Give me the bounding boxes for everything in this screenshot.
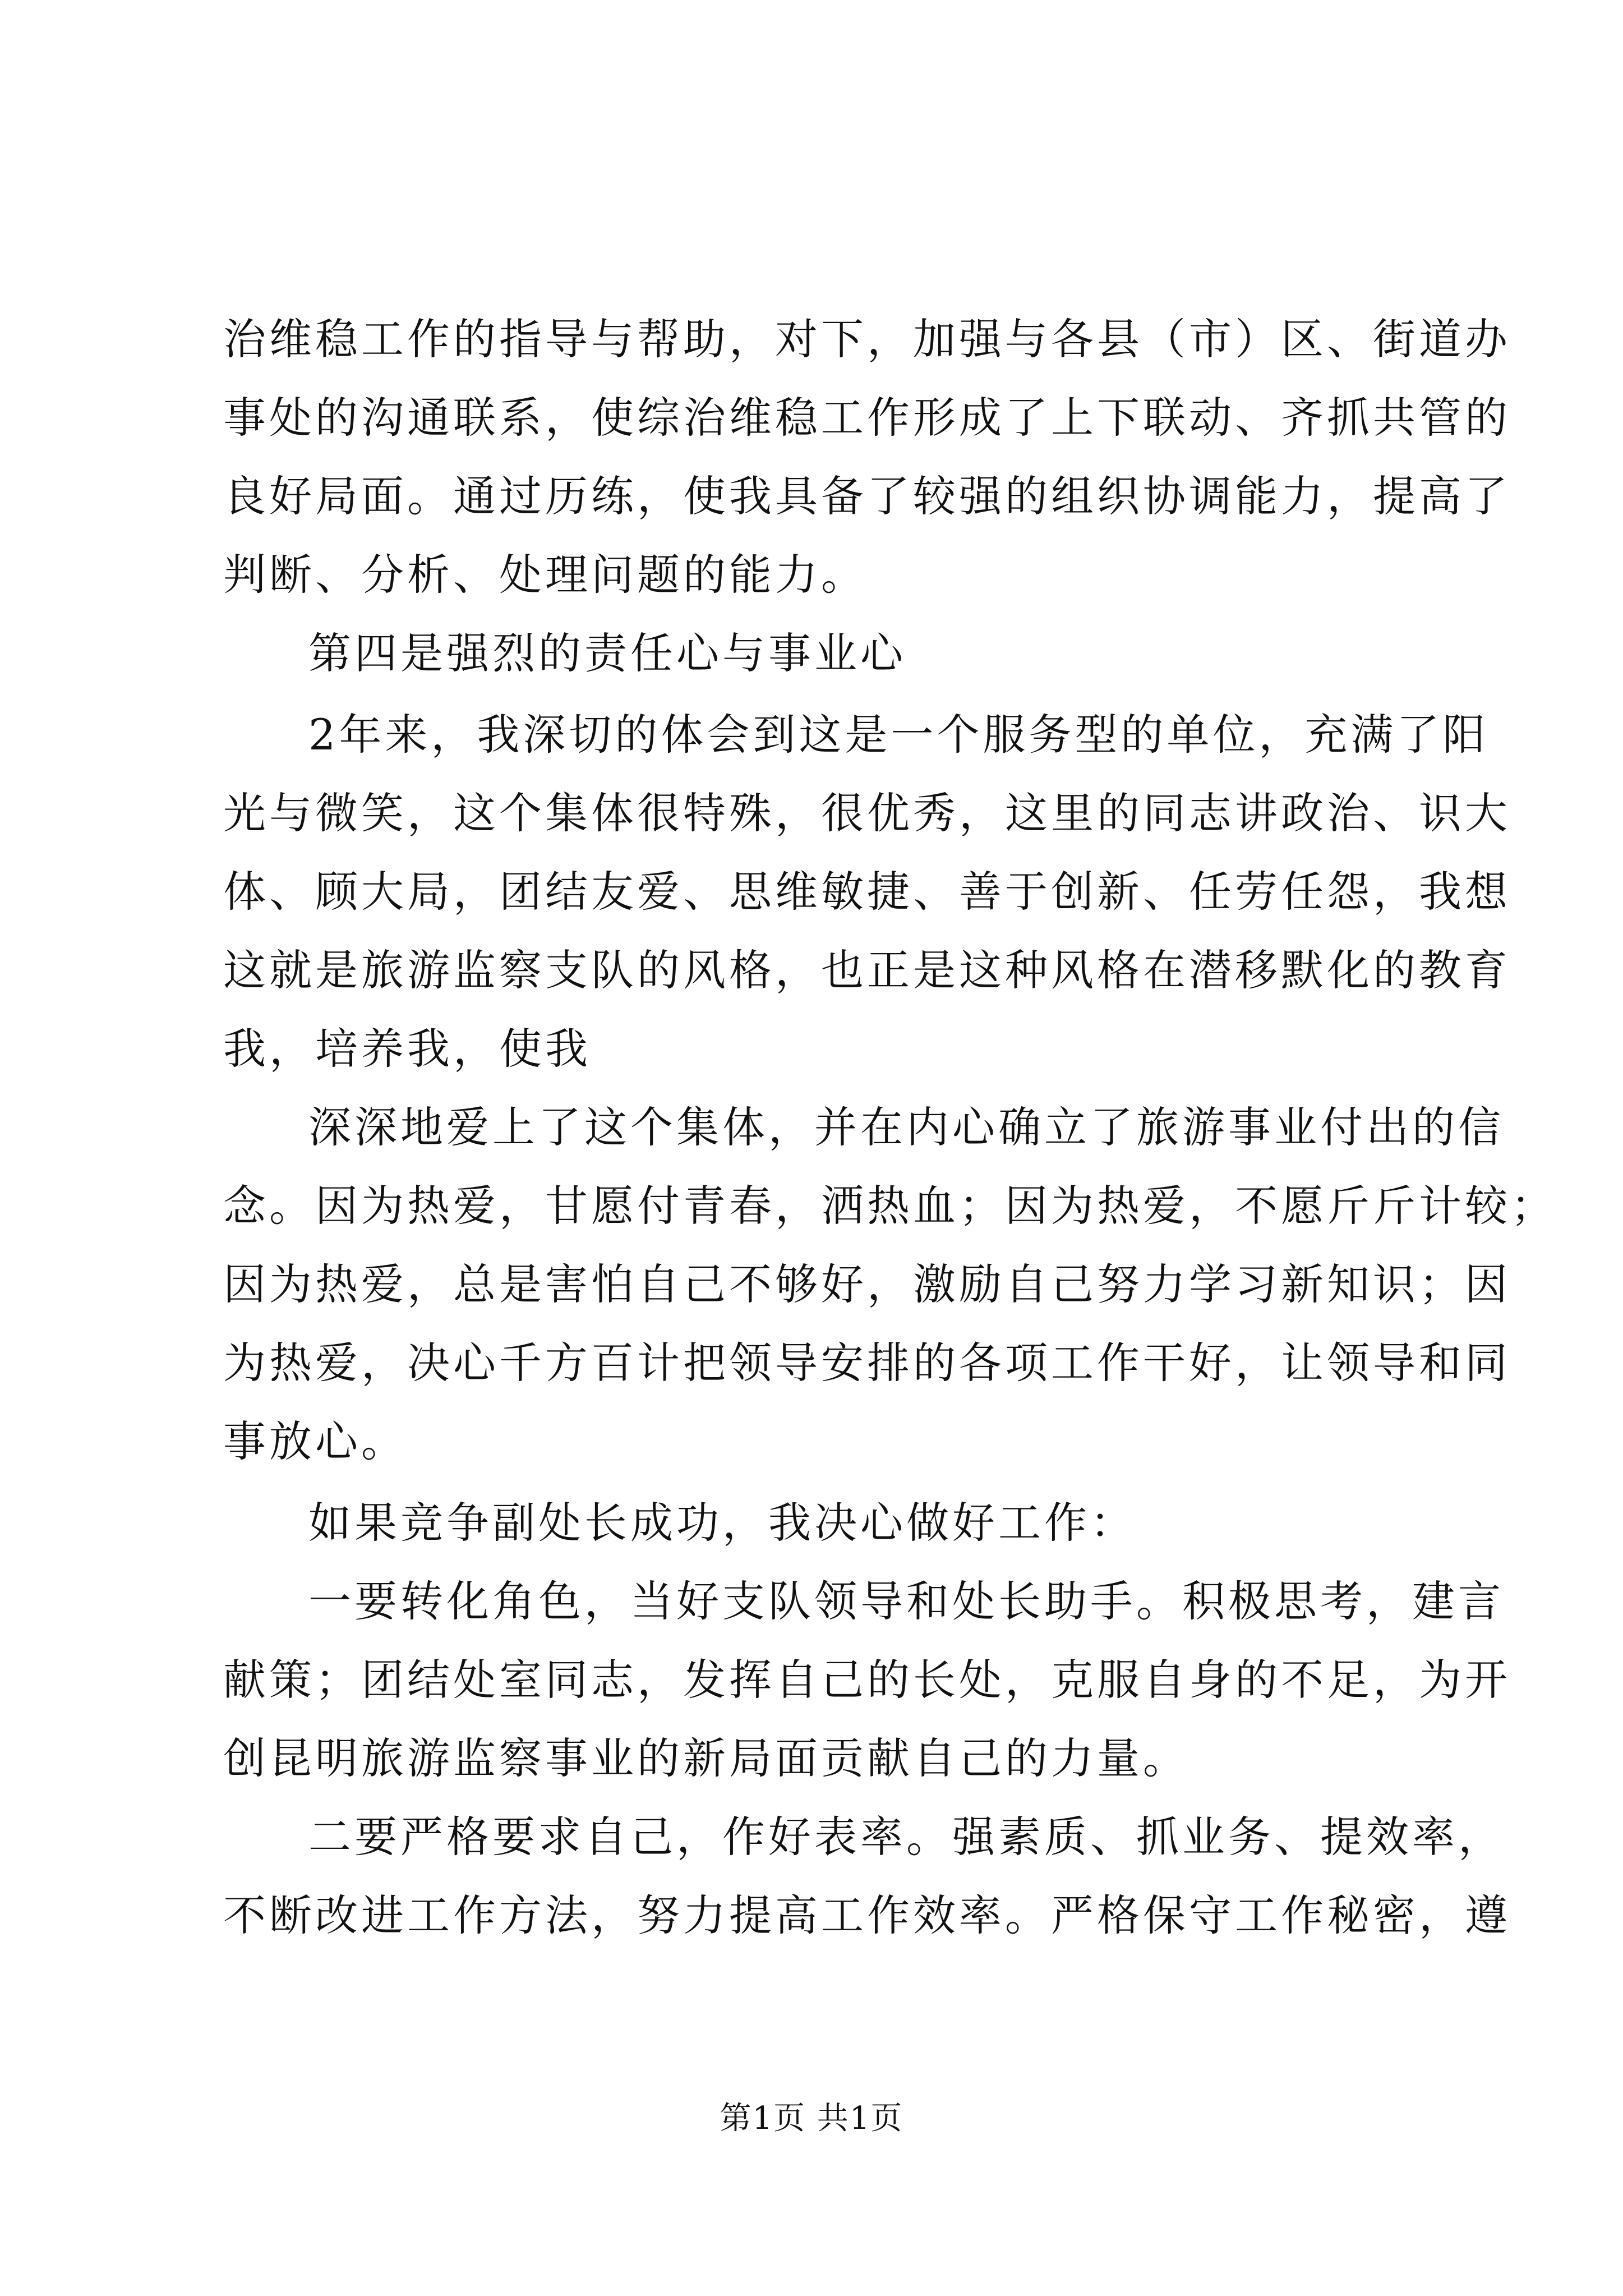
text-line: 事放心。 bbox=[223, 1416, 407, 1466]
text-line: 治维稳工作的指导与帮助，对下，加强与各县（市）区、街道办 bbox=[223, 314, 1511, 364]
text-line: 体、顾大局，团结友爱、思维敏捷、善于创新、任劳任怨，我想 bbox=[223, 867, 1511, 917]
text-line: 事处的沟通联系，使综治维稳工作形成了上下联动、齐抓共管的 bbox=[223, 393, 1511, 443]
text-line: 为热爱，决心千方百计把领导安排的各项工作干好，让领导和同 bbox=[223, 1338, 1511, 1388]
text-line: 一要转化角色，当好支队领导和处长助手。积极思考，建言 bbox=[308, 1576, 1504, 1626]
text-line: 如果竞争副处长成功，我决心做好工作： bbox=[308, 1498, 1136, 1548]
text-line: 不断改进工作方法，努力提高工作效率。严格保守工作秘密，遵 bbox=[223, 1890, 1511, 1940]
text-line: 这就是旅游监察支队的风格，也正是这种风格在潜移默化的教育 bbox=[223, 945, 1511, 995]
page-number-footer: 第1页 共1页 bbox=[720, 2100, 903, 2137]
text-line: 创昆明旅游监察事业的新局面贡献自己的力量。 bbox=[223, 1733, 1189, 1783]
text-line: 我，培养我，使我 bbox=[223, 1024, 591, 1074]
text-line: 因为热爱，总是害怕自己不够好，激励自己努力学习新知识；因 bbox=[223, 1259, 1511, 1309]
text-line: 判断、分析、处理问题的能力。 bbox=[223, 550, 867, 600]
text-line: 良好局面。通过历练，使我具备了较强的组织协调能力，提高了 bbox=[223, 471, 1511, 521]
text-line: 光与微笑，这个集体很特殊，很优秀，这里的同志讲政治、识大 bbox=[223, 788, 1511, 838]
text-line: 献策；团结处室同志，发挥自己的长处，克服自身的不足，为开 bbox=[223, 1655, 1511, 1705]
text-line: 2年来，我深切的体会到这是一个服务型的单位，充满了阳 bbox=[308, 710, 1489, 760]
section-heading: 第四是强烈的责任心与事业心 bbox=[308, 628, 906, 678]
text-line: 深深地爱上了这个集体，并在内心确立了旅游事业付出的信 bbox=[308, 1102, 1504, 1152]
text-line: 二要严格要求自己，作好表率。强素质、抓业务、提效率， bbox=[308, 1812, 1504, 1862]
text-line: 念。因为热爱，甘愿付青春，洒热血；因为热爱，不愿斤斤计较； bbox=[223, 1181, 1557, 1231]
